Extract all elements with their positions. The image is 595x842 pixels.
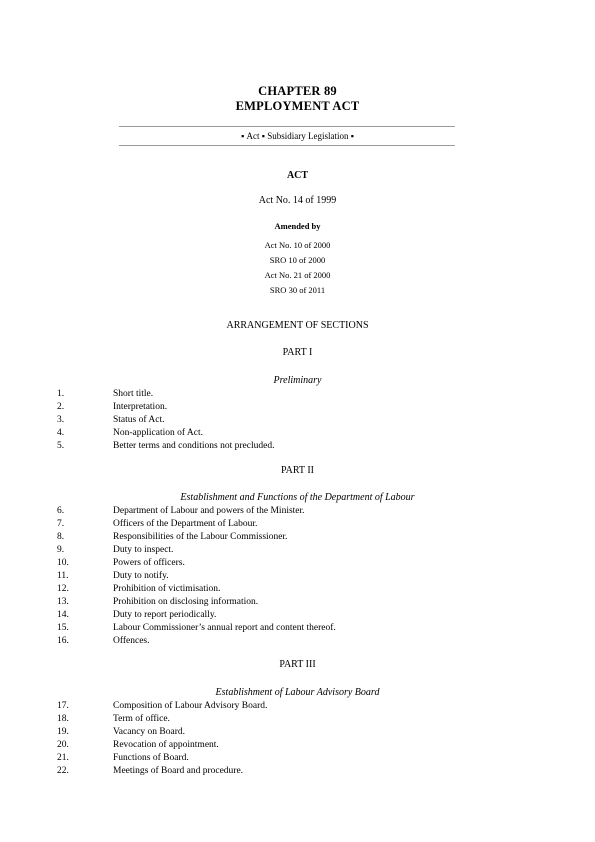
section-number: 22. (57, 766, 69, 776)
section-title: Prohibition of victimisation. (113, 584, 221, 594)
section-title: Vacancy on Board. (113, 727, 186, 737)
section-number: 18. (57, 714, 69, 724)
section-number: 9. (57, 545, 65, 555)
amendment-item: Act No. 21 of 2000 (264, 270, 331, 280)
section-row (0, 583, 595, 596)
section-title: Department of Labour and powers of the Minister. (113, 506, 305, 516)
section-number: 16. (57, 636, 69, 646)
section-row (0, 726, 595, 739)
section-title: Powers of officers. (113, 558, 185, 568)
section-row (0, 518, 595, 531)
section-title: Better terms and conditions not precluded. (113, 441, 275, 451)
section-row (0, 596, 595, 609)
section-row (0, 739, 595, 752)
section-number: 11. (57, 571, 69, 581)
section-title: Short title. (113, 389, 154, 399)
section-title: Status of Act. (113, 415, 165, 425)
section-number: 20. (57, 740, 69, 750)
part-label: PART I (282, 347, 313, 358)
section-row (0, 401, 595, 414)
amendment-item: SRO 30 of 2011 (269, 285, 326, 295)
section-title: Term of office. (113, 714, 170, 724)
section-row (0, 440, 595, 453)
part-subtitle: Preliminary (273, 375, 322, 386)
section-number: 1. (57, 389, 65, 399)
part-subtitle: Establishment of Labour Advisory Board (215, 687, 380, 698)
section-number: 8. (57, 532, 65, 542)
nav-bullet: ▪ (261, 131, 265, 141)
section-row (0, 622, 595, 635)
nav-bullet: ▪ (350, 131, 354, 141)
section-title: Interpretation. (113, 402, 168, 412)
amendment-item: SRO 10 of 2000 (269, 255, 326, 265)
section-title: Revocation of appointment. (113, 740, 219, 750)
section-number: 12. (57, 584, 69, 594)
act-number: Act No. 14 of 1999 (258, 195, 337, 206)
section-title: Offences. (113, 636, 150, 646)
section-row (0, 609, 595, 622)
section-row (0, 531, 595, 544)
section-number: 4. (57, 428, 65, 438)
section-number: 5. (57, 441, 65, 451)
bottom-divider (119, 145, 455, 146)
amended-by-label: Amended by (274, 221, 321, 231)
nav-links (0, 131, 595, 141)
section-title: Responsibilities of the Labour Commissioner. (113, 532, 288, 542)
arrangement-title: ARRANGEMENT OF SECTIONS (226, 320, 369, 331)
section-number: 15. (57, 623, 69, 633)
section-number: 3. (57, 415, 65, 425)
section-row (0, 544, 595, 557)
section-row (0, 635, 595, 648)
section-title: Composition of Labour Advisory Board. (113, 701, 268, 711)
chapter-heading: CHAPTER 89 (258, 84, 337, 98)
section-number: 2. (57, 402, 65, 412)
section-title: Officers of the Department of Labour. (113, 519, 258, 529)
section-number: 17. (57, 701, 69, 711)
part-subtitle: Establishment and Functions of the Department of Labour (180, 492, 415, 503)
section-row (0, 713, 595, 726)
part-label: PART III (279, 659, 316, 670)
section-row (0, 570, 595, 583)
section-number: 13. (57, 597, 69, 607)
part-label: PART II (280, 465, 315, 476)
section-title: Duty to notify. (113, 571, 169, 581)
section-row (0, 505, 595, 518)
act-title-heading: EMPLOYMENT ACT (235, 99, 360, 113)
top-divider (119, 126, 455, 127)
section-title: Labour Commissioner’s annual report and content thereof. (113, 623, 336, 633)
section-number: 14. (57, 610, 69, 620)
section-row (0, 414, 595, 427)
section-number: 7. (57, 519, 65, 529)
section-title: Meetings of Board and procedure. (113, 766, 244, 776)
nav-subsidiary-legislation-link[interactable]: Subsidiary Legislation (267, 131, 349, 141)
section-number: 21. (57, 753, 69, 763)
nav-act-link[interactable]: Act (246, 131, 260, 141)
section-title: Prohibition on disclosing information. (113, 597, 259, 607)
section-number: 19. (57, 727, 69, 737)
act-label: ACT (286, 170, 309, 181)
section-title: Functions of Board. (113, 753, 189, 763)
section-number: 6. (57, 506, 65, 516)
section-row (0, 700, 595, 713)
section-number: 10. (57, 558, 69, 568)
section-row (0, 752, 595, 765)
section-row (0, 557, 595, 570)
amendment-item: Act No. 10 of 2000 (264, 240, 331, 250)
section-title: Duty to report periodically. (113, 610, 217, 620)
section-row (0, 427, 595, 440)
nav-bullet: ▪ (241, 131, 245, 141)
section-title: Duty to inspect. (113, 545, 174, 555)
section-row (0, 765, 595, 778)
section-title: Non-application of Act. (113, 428, 203, 438)
section-row (0, 388, 595, 401)
